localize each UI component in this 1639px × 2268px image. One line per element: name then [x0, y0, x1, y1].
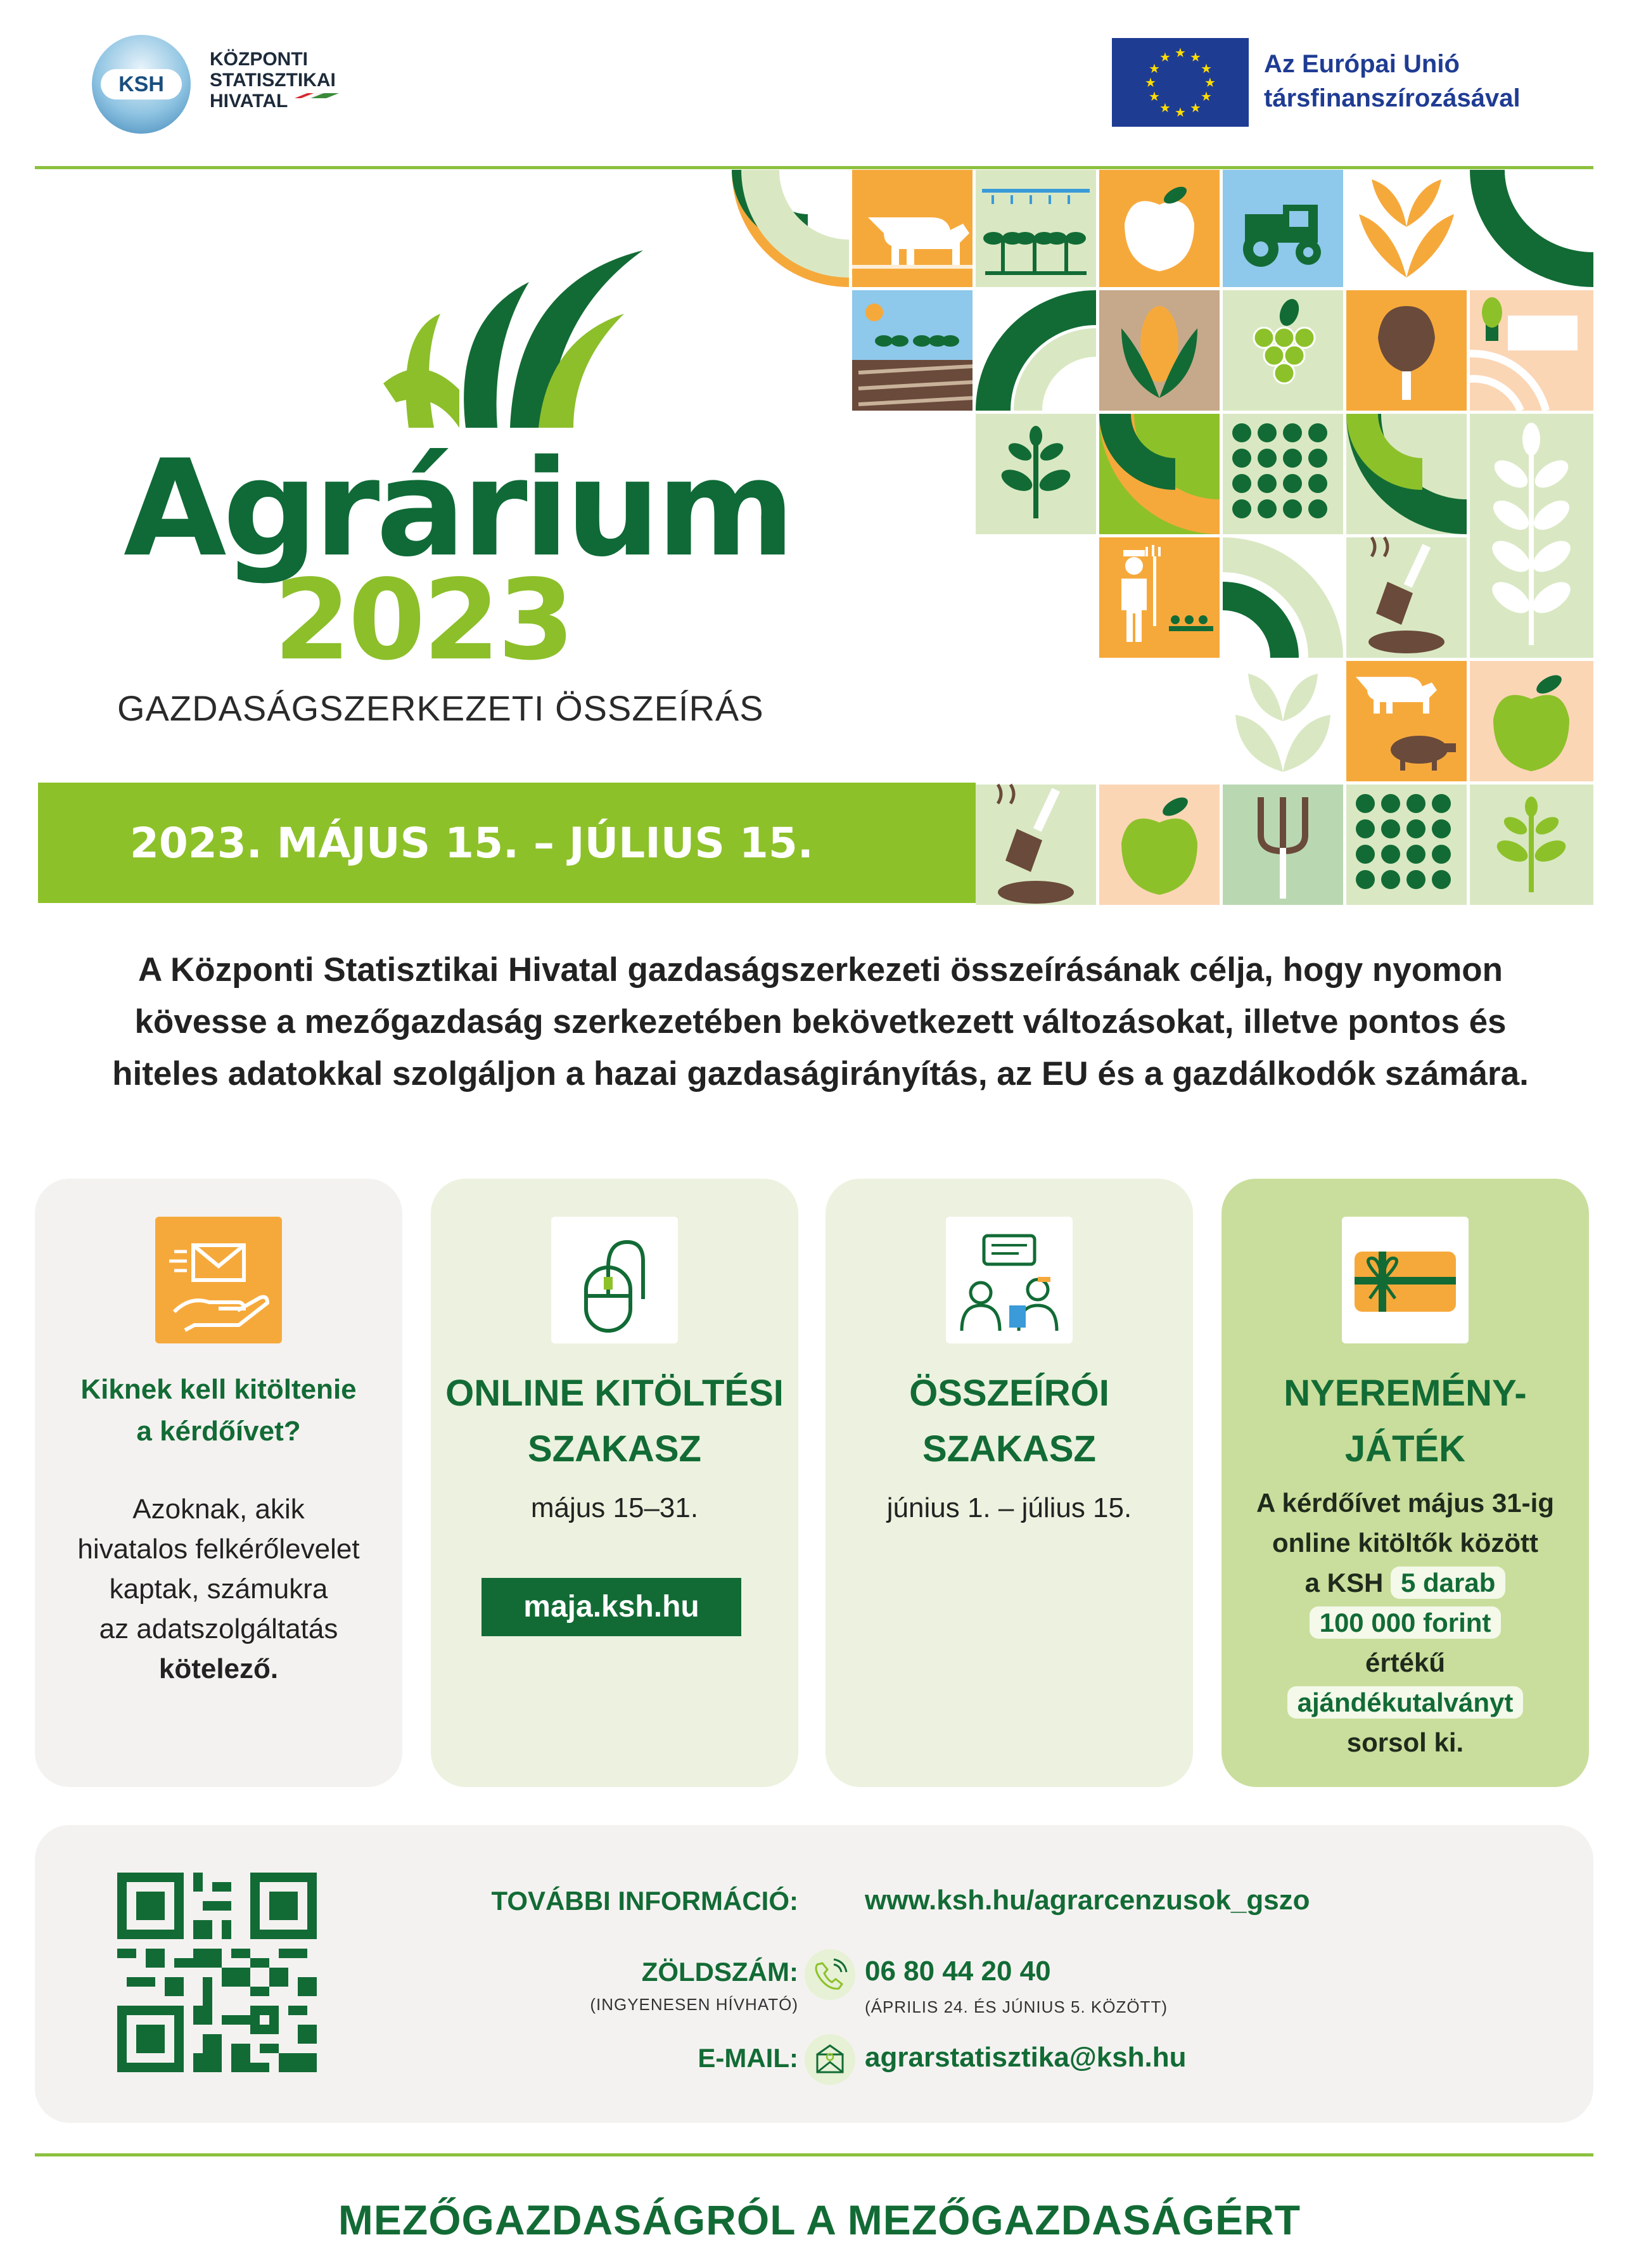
prize-voucher-highlight: ajándékutalványt: [1287, 1686, 1524, 1719]
shovel-in-soil-icon: [976, 785, 1096, 905]
campaign-title: Agrárium: [124, 431, 791, 586]
intro-line: hiteles adatokkal szolgáljon a hazai gazdaságirányítás, az EU és a gazdálkodók számára.: [112, 1055, 1529, 1092]
mouse-icon: [551, 1217, 678, 1343]
slogan: MEZŐGAZDASÁGRÓL A MEZŐGAZDASÁGÉRT: [338, 2196, 1301, 2243]
card-online-period: május 15–31.: [530, 1492, 699, 1523]
plant-icon: [976, 414, 1096, 534]
campaign-subtitle: GAZDASÁGSZERKEZETI ÖSSZEÍRÁS: [117, 688, 764, 728]
svg-text:★: ★: [1159, 100, 1171, 115]
mail-hand-icon: [155, 1217, 282, 1343]
card-census-period: június 1. – július 15.: [886, 1492, 1132, 1523]
svg-text:★: ★: [1204, 75, 1216, 90]
phone-period: (ÁPRILIS 24. ÉS JÚNIUS 5. KÖZÖTT): [865, 1997, 1168, 2016]
hungarian-flag-stripe-icon: [295, 93, 339, 98]
svg-text:★: ★: [1190, 49, 1201, 65]
more-info-label: TOVÁBBI INFORMÁCIÓ:: [491, 1886, 798, 1916]
card-prize-line: sorsol ki.: [1346, 1727, 1464, 1757]
svg-text:★: ★: [1159, 49, 1171, 65]
card-who-body-line: Azoknak, akik: [132, 1494, 305, 1525]
ksh-name-line: KÖZPONTI: [210, 49, 308, 70]
card-who-body-line: hivatalos felkérőlevelet: [77, 1534, 360, 1565]
card-who-must-fill: [35, 1179, 402, 1787]
card-online-phase: [431, 1179, 798, 1787]
ksh-name: [210, 49, 336, 112]
pitchfork-icon: [1223, 785, 1343, 905]
eu-flag-icon: [1112, 38, 1249, 127]
eu-text-line: Az Európai Unió: [1264, 50, 1460, 78]
sprout-logo-icon: [383, 244, 656, 428]
qr-code[interactable]: [117, 1873, 317, 2072]
intro-line: kövesse a mezőgazdaság szerkezetében bekövetkezett változásokat, illetve pontos és: [134, 1003, 1507, 1041]
apple-icon: [1470, 661, 1593, 781]
card-prize-title-line: NYEREMÉNY-: [1284, 1373, 1527, 1414]
wheat-ear-icon: [1470, 414, 1593, 658]
contact-info-box: [35, 1825, 1593, 2123]
irrigated-seedlings-icon: [976, 170, 1096, 287]
intro-line: A Központi Statisztikai Hivatal gazdaságszerkezeti összeírásának célja, hogy nyomon: [137, 951, 1503, 989]
card-prize-game: [1221, 1179, 1589, 1787]
card-online-title-line: SZAKASZ: [528, 1428, 701, 1470]
svg-text:★: ★: [1175, 45, 1186, 60]
svg-text:★: ★: [1201, 61, 1212, 76]
prize-amount-highlight: 100 000 forint: [1310, 1606, 1502, 1639]
card-census-title-line: SZAKASZ: [922, 1428, 1096, 1470]
date-range: 2023. MÁJUS 15. – JÚLIUS 15.: [130, 819, 813, 868]
phone-number[interactable]: 06 80 44 20 40: [865, 1956, 1051, 1987]
apple-icon: [1099, 170, 1220, 287]
campaign-year: 2023: [274, 556, 573, 685]
svg-text:★: ★: [1190, 100, 1201, 115]
card-who-body-line: kaptak, számukra: [109, 1573, 328, 1605]
email-address[interactable]: agrarstatisztika@ksh.hu: [865, 2042, 1187, 2073]
phone-icon: [805, 1949, 855, 2000]
cow-icon: [852, 170, 973, 287]
svg-text:★: ★: [1149, 89, 1160, 104]
interview-icon: [946, 1217, 1073, 1343]
eu-cofinancing-logo: [1112, 38, 1555, 127]
leaves-icon: [1223, 661, 1343, 781]
plant-icon: [1470, 785, 1593, 905]
card-prize-line: A kérdőívet május 31-ig: [1256, 1488, 1554, 1518]
shovel-in-soil-icon: [1346, 537, 1467, 658]
card-census-title-line: ÖSSZEÍRÓI: [909, 1373, 1109, 1414]
ksh-name-line: HIVATAL: [210, 91, 288, 112]
card-prize-title-line: JÁTÉK: [1344, 1428, 1466, 1470]
arc-tile-icon: [1346, 414, 1467, 534]
card-prize-line: online kitöltők között: [1272, 1528, 1538, 1558]
field-rows-icon: [852, 290, 973, 411]
apple-icon: [1099, 785, 1220, 905]
prize-count-highlight: 5 darab: [1391, 1566, 1505, 1599]
cow-pig-icon: [1346, 661, 1467, 781]
ksh-logo: [92, 35, 358, 136]
phone-note: (INGYENESEN HÍVHATÓ): [590, 1995, 798, 2014]
tractor-icon: [1223, 170, 1343, 287]
arc-tile-icon: [1470, 170, 1593, 287]
eu-text: [1264, 47, 1521, 115]
phone-label: ZÖLDSZÁM:: [641, 1957, 798, 1987]
svg-text:★: ★: [1175, 105, 1186, 120]
corn-icon: [1099, 290, 1220, 411]
farm-field-icon: [1470, 290, 1593, 411]
card-prize-line: értékű: [1365, 1648, 1446, 1677]
dots-grid-icon: [1346, 785, 1467, 905]
svg-text:★: ★: [1149, 61, 1160, 76]
intro-paragraph: [76, 944, 1565, 1100]
online-survey-link[interactable]: maja.ksh.hu: [481, 1578, 741, 1636]
card-who-mandatory: kötelező.: [158, 1653, 279, 1684]
dots-grid-icon: [1223, 414, 1343, 534]
card-who-title-line: a kérdőívet?: [136, 1416, 301, 1447]
svg-text:★: ★: [1201, 89, 1212, 104]
card-who-title-line: Kiknek kell kitöltenie: [80, 1374, 357, 1405]
ksh-emblem: [92, 35, 191, 134]
farmer-icon: [1099, 537, 1220, 658]
gift-card-icon: [1342, 1217, 1469, 1343]
arc-tile-icon: [1223, 537, 1343, 658]
card-prize-line: a KSH: [1304, 1568, 1384, 1598]
ksh-emblem-text: KSH: [101, 69, 182, 99]
arc-tile-icon: [976, 290, 1096, 411]
ksh-name-line: STATISZTIKAI: [210, 70, 336, 91]
card-online-title-line: ONLINE KITÖLTÉSI: [445, 1373, 784, 1414]
eu-text-line: társfinanszírozásával: [1264, 84, 1521, 112]
card-census-phase: [826, 1179, 1193, 1787]
card-who-body-line: az adatszolgáltatás: [99, 1613, 338, 1644]
top-divider: [35, 166, 1593, 169]
wheat-leaves-icon: [1346, 170, 1467, 287]
email-label: E-MAIL:: [698, 2043, 798, 2073]
more-info-url[interactable]: www.ksh.hu/agrarcenzusok_gszo: [865, 1885, 1310, 1916]
bottom-divider: [35, 2153, 1593, 2156]
shovel-icon: [1346, 290, 1467, 411]
arc-tile-icon: [1099, 414, 1220, 534]
email-icon: [805, 2034, 855, 2085]
svg-text:★: ★: [1145, 75, 1156, 90]
grapes-icon: [1223, 290, 1343, 411]
